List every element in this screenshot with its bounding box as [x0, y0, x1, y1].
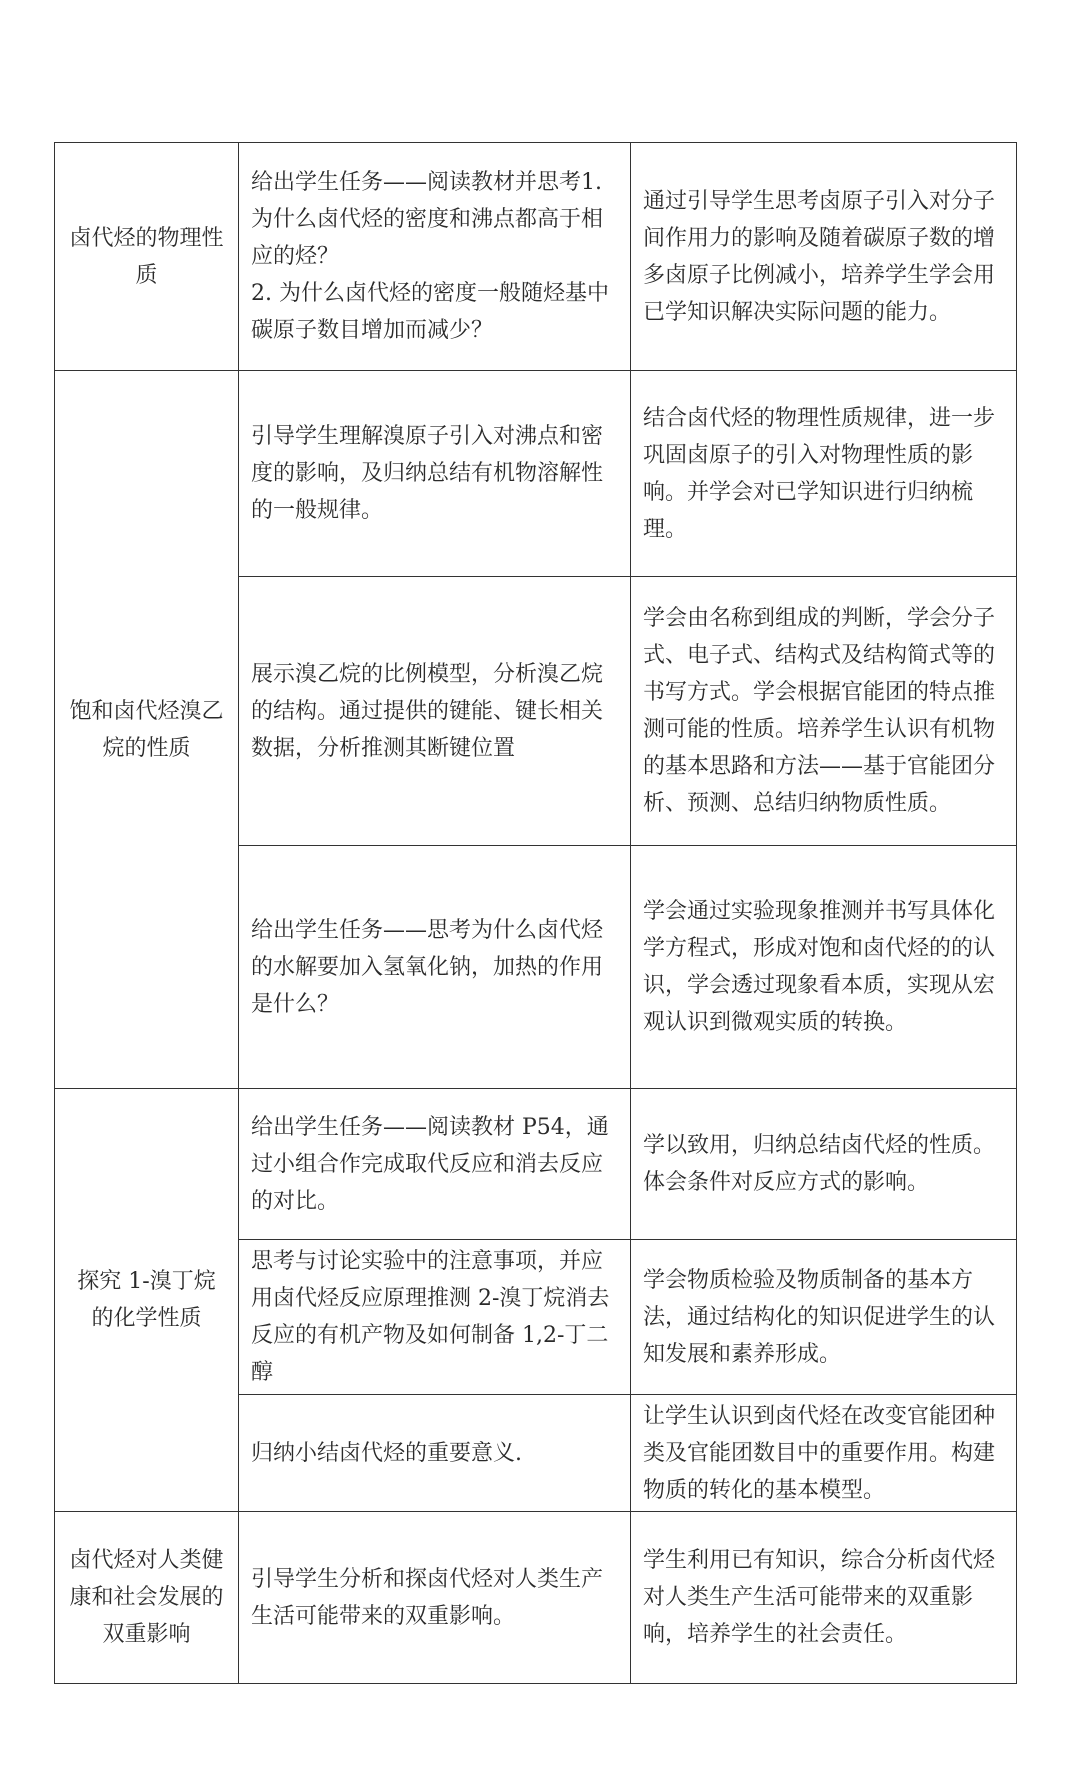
activity-cell: 引导学生分析和探卤代烃对人类生产生活可能带来的双重影响。: [239, 1512, 631, 1684]
table-row: [55, 143, 1017, 371]
table-row: [55, 371, 1017, 577]
activity-cell: 引导学生理解溴原子引入对沸点和密度的影响，及归纳总结有机物溶解性的一般规律。: [239, 371, 631, 577]
activity-cell: 展示溴乙烷的比例模型，分析溴乙烷的结构。通过提供的键能、键长相关数据，分析推测其断键位置: [239, 577, 631, 846]
table-row: [55, 1512, 1017, 1684]
intent-cell: 学会通过实验现象推测并书写具体化学方程式，形成对饱和卤代烃的的认识，学会透过现象看本质，实现从宏观认识到微观实质的转换。: [631, 846, 1017, 1089]
activity-cell: 给出学生任务——阅读教材 P54，通过小组合作完成取代反应和消去反应的对比。: [239, 1089, 631, 1240]
intent-cell: 学生利用已有知识，综合分析卤代烃对人类生产生活可能带来的双重影响，培养学生的社会责任。: [631, 1512, 1017, 1684]
lesson-plan-table: [54, 142, 1017, 1684]
activity-cell: 思考与讨论实验中的注意事项，并应用卤代烃反应原理推测 2-溴丁烷消去反应的有机产物及如何制备 1,2-丁二醇: [239, 1240, 631, 1395]
topic-cell: 卤代烃的物理性质: [55, 143, 239, 371]
activity-cell: 归纳小结卤代烃的重要意义.: [239, 1395, 631, 1512]
activity-cell: 给出学生任务——思考为什么卤代烃的水解要加入氢氧化钠，加热的作用是什么？: [239, 846, 631, 1089]
topic-cell: 饱和卤代烃溴乙烷的性质: [55, 371, 239, 1089]
activity-cell: 给出学生任务——阅读教材并思考1.为什么卤代烃的密度和沸点都高于相应的烃？ 2. 为什么卤代烃的密度一般随烃基中碳原子数目增加而减少？: [239, 143, 631, 371]
intent-cell: 学会物质检验及物质制备的基本方法，通过结构化的知识促进学生的认知发展和素养形成。: [631, 1240, 1017, 1395]
topic-cell: 卤代烃对人类健康和社会发展的双重影响: [55, 1512, 239, 1684]
table-row: [55, 1089, 1017, 1240]
topic-cell: 探究 1-溴丁烷的化学性质: [55, 1089, 239, 1512]
intent-cell: 学会由名称到组成的判断，学会分子式、电子式、结构式及结构简式等的书写方式。学会根据官能团的特点推测可能的性质。培养学生认识有机物的基本思路和方法——基于官能团分析、预测、总结归纳物质性质。: [631, 577, 1017, 846]
intent-cell: 让学生认识到卤代烃在改变官能团种类及官能团数目中的重要作用。构建物质的转化的基本模型。: [631, 1395, 1017, 1512]
intent-cell: 学以致用，归纳总结卤代烃的性质。体会条件对反应方式的影响。: [631, 1089, 1017, 1240]
intent-cell: 通过引导学生思考卤原子引入对分子间作用力的影响及随着碳原子数的增多卤原子比例减小，培养学生学会用已学知识解决实际问题的能力。: [631, 143, 1017, 371]
intent-cell: 结合卤代烃的物理性质规律，进一步巩固卤原子的引入对物理性质的影响。并学会对已学知识进行归纳梳理。: [631, 371, 1017, 577]
